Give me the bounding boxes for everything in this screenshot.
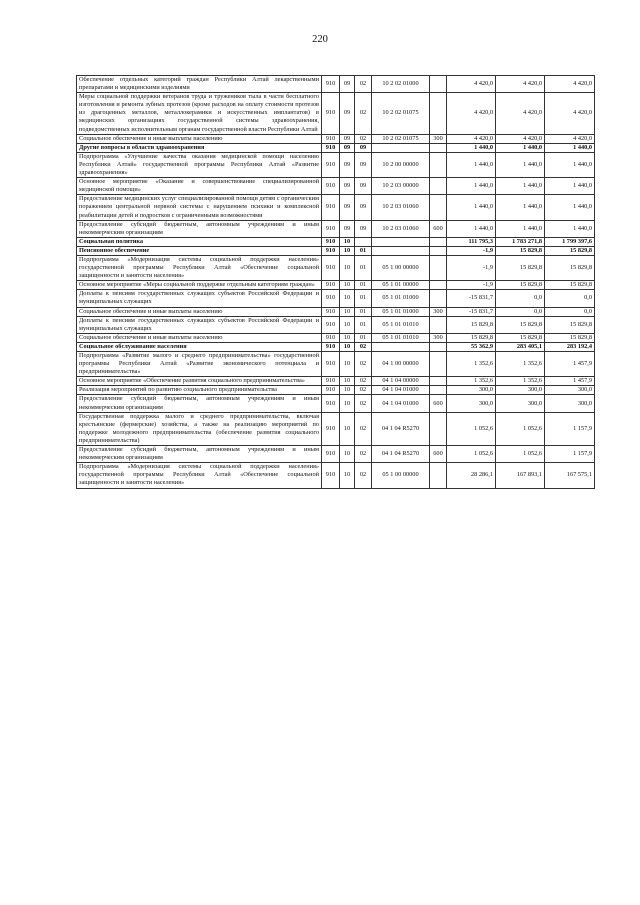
amount-year3-cell: 4 420,0 <box>545 93 595 134</box>
admin-code-cell: 910 <box>322 76 340 93</box>
target-article-cell: 05 1 00 00000 <box>372 463 430 488</box>
row-name-cell: Основное мероприятие «Обеспечение развития социального предпринимательства» <box>77 377 322 386</box>
amount-year1-cell: 1 440,0 <box>447 143 496 152</box>
section-code-cell: 10 <box>340 352 355 377</box>
expense-type-cell <box>430 255 447 280</box>
target-article-cell: 10 2 00 00000 <box>372 152 430 177</box>
expense-type-cell <box>430 352 447 377</box>
target-article-cell: 05 1 01 00000 <box>372 281 430 290</box>
target-article-cell <box>372 342 430 351</box>
row-name-cell: Основное мероприятие «Меры социальной поддержке отдельным категориям граждан» <box>77 281 322 290</box>
row-name-cell: Другие вопросы в области здравоохранения <box>77 143 322 152</box>
row-name-cell: Подпрограмма «Модернизация системы социальной поддержки населения» государственной программы Республики Алтай «Обеспечение социальной защищенности и занятости населения» <box>77 255 322 280</box>
amount-year2-cell: 4 420,0 <box>496 93 545 134</box>
section-code-cell: 10 <box>340 237 355 246</box>
subsection-code-cell: 02 <box>355 386 372 395</box>
expense-type-cell: 300 <box>430 307 447 316</box>
amount-year1-cell: 1 052,6 <box>447 446 496 463</box>
target-article-cell: 05 1 01 01010 <box>372 316 430 333</box>
admin-code-cell: 910 <box>322 93 340 134</box>
target-article-cell: 05 1 00 00000 <box>372 255 430 280</box>
table-row <box>77 386 595 395</box>
section-code-cell: 09 <box>340 220 355 237</box>
table-row <box>77 352 595 377</box>
expense-type-cell <box>430 316 447 333</box>
table-row <box>77 246 595 255</box>
expense-type-cell <box>430 76 447 93</box>
subsection-code-cell: 01 <box>355 333 372 342</box>
amount-year1-cell: 300,0 <box>447 395 496 412</box>
expense-type-cell <box>430 143 447 152</box>
expense-type-cell <box>430 178 447 195</box>
admin-code-cell: 910 <box>322 395 340 412</box>
expense-type-cell <box>430 237 447 246</box>
target-article-cell: 10 2 03 01060 <box>372 195 430 220</box>
expense-type-cell <box>430 290 447 307</box>
section-code-cell: 10 <box>340 412 355 445</box>
amount-year2-cell: 1 440,0 <box>496 178 545 195</box>
amount-year1-cell: 1 052,6 <box>447 412 496 445</box>
amount-year3-cell: 1 457,9 <box>545 352 595 377</box>
amount-year1-cell: 4 420,0 <box>447 93 496 134</box>
row-name-cell: Предоставление субсидий бюджетным, автономным учреждениям и иным некоммерческим организациям <box>77 395 322 412</box>
expense-type-cell <box>430 281 447 290</box>
row-name-cell: Обеспечение отдельных категорий граждан Республики Алтай лекарственными препаратами и медицинскими изделиями <box>77 76 322 93</box>
amount-year2-cell: 1 352,6 <box>496 352 545 377</box>
admin-code-cell: 910 <box>322 134 340 143</box>
amount-year2-cell: 300,0 <box>496 386 545 395</box>
table-row <box>77 377 595 386</box>
amount-year3-cell: 1 157,9 <box>545 412 595 445</box>
section-code-cell: 10 <box>340 342 355 351</box>
amount-year1-cell: -15 831,7 <box>447 307 496 316</box>
section-code-cell: 09 <box>340 93 355 134</box>
subsection-code-cell: 01 <box>355 316 372 333</box>
section-code-cell: 10 <box>340 386 355 395</box>
admin-code-cell: 910 <box>322 446 340 463</box>
row-name-cell: Предоставление субсидий бюджетным, автономным учреждениям и иным некоммерческим организациям <box>77 446 322 463</box>
table-row <box>77 412 595 445</box>
amount-year1-cell: 1 440,0 <box>447 195 496 220</box>
target-article-cell <box>372 143 430 152</box>
amount-year3-cell: 1 440,0 <box>545 152 595 177</box>
amount-year3-cell: 167 575,1 <box>545 463 595 488</box>
admin-code-cell: 910 <box>322 333 340 342</box>
amount-year3-cell: 300,0 <box>545 395 595 412</box>
table-row <box>77 333 595 342</box>
row-name-cell: Пенсионное обеспечение <box>77 246 322 255</box>
admin-code-cell: 910 <box>322 237 340 246</box>
row-name-cell: Социальное обеспечение и иные выплаты населению <box>77 134 322 143</box>
budget-table <box>76 75 595 489</box>
target-article-cell: 05 1 01 01010 <box>372 333 430 342</box>
amount-year1-cell: 300,0 <box>447 386 496 395</box>
target-article-cell: 04 1 04 R5270 <box>372 412 430 445</box>
row-name-cell: Основное мероприятие «Оказание и совершенствование специализированной медицинской помощи» <box>77 178 322 195</box>
target-article-cell: 04 1 04 00000 <box>372 377 430 386</box>
admin-code-cell: 910 <box>322 342 340 351</box>
subsection-code-cell: 09 <box>355 195 372 220</box>
admin-code-cell: 910 <box>322 281 340 290</box>
amount-year1-cell: 1 440,0 <box>447 152 496 177</box>
table-body <box>77 76 595 489</box>
expense-type-cell: 300 <box>430 134 447 143</box>
amount-year3-cell: 15 829,8 <box>545 246 595 255</box>
amount-year2-cell: 15 829,8 <box>496 246 545 255</box>
section-code-cell: 10 <box>340 463 355 488</box>
expense-type-cell <box>430 152 447 177</box>
row-name-cell: Подпрограмма «Развитие малого и среднего предпринимательства» государственной программы Республики Алтай «Развитие экономического потенциала и предпринимательства» <box>77 352 322 377</box>
amount-year1-cell: 28 286,1 <box>447 463 496 488</box>
table-row <box>77 134 595 143</box>
subsection-code-cell: 02 <box>355 134 372 143</box>
amount-year3-cell: 1 157,9 <box>545 446 595 463</box>
target-article-cell <box>372 237 430 246</box>
target-article-cell: 04 1 04 01000 <box>372 395 430 412</box>
target-article-cell: 04 1 04 R5270 <box>372 446 430 463</box>
subsection-code-cell: 01 <box>355 281 372 290</box>
amount-year1-cell: -1,9 <box>447 281 496 290</box>
admin-code-cell: 910 <box>322 307 340 316</box>
table-row <box>77 178 595 195</box>
amount-year3-cell: 0,0 <box>545 307 595 316</box>
amount-year3-cell: 0,0 <box>545 290 595 307</box>
table-row <box>77 152 595 177</box>
target-article-cell: 04 1 04 01000 <box>372 386 430 395</box>
row-name-cell: Меры социальной поддержки ветеранов труда и тружеников тыла в части бесплатного изготовления и ремонта зубных протезов (кроме расходов на оплату стоимости протезов из драгоценных металлов, металлокерамики и искусственных имплантатов) в медицинских организациях государственной системы здравоохранения, подведомственных исполнительным органам государственной власти Республики Алтай <box>77 93 322 134</box>
amount-year3-cell: 300,0 <box>545 386 595 395</box>
row-name-cell: Подпрограмма «Модернизация системы социальной поддержки населения» государственной программы Республики Алтай «Обеспечение социальной защищенности и занятости населения» <box>77 463 322 488</box>
table-row <box>77 463 595 488</box>
section-code-cell: 10 <box>340 307 355 316</box>
admin-code-cell: 910 <box>322 143 340 152</box>
subsection-code-cell: 02 <box>355 93 372 134</box>
expense-type-cell <box>430 412 447 445</box>
subsection-code-cell: 09 <box>355 178 372 195</box>
amount-year2-cell: 1 052,6 <box>496 446 545 463</box>
admin-code-cell: 910 <box>322 352 340 377</box>
table-row <box>77 76 595 93</box>
subsection-code-cell: 01 <box>355 255 372 280</box>
subsection-code-cell: 01 <box>355 246 372 255</box>
expense-type-cell <box>430 342 447 351</box>
section-code-cell: 10 <box>340 395 355 412</box>
target-article-cell: 05 1 01 01000 <box>372 307 430 316</box>
row-name-cell: Государственная поддержка малого и среднего предпринимательства, включая крестьянские (фермерские) хозяйства, а также на реализацию мероприятий по поддержке молодежного предпринимательства (обеспечение развития социального предпринимательства) <box>77 412 322 445</box>
expense-type-cell <box>430 463 447 488</box>
section-code-cell: 09 <box>340 134 355 143</box>
amount-year1-cell: 4 420,0 <box>447 76 496 93</box>
amount-year3-cell: 4 420,0 <box>545 134 595 143</box>
admin-code-cell: 910 <box>322 290 340 307</box>
amount-year3-cell: 15 829,8 <box>545 281 595 290</box>
row-name-cell: Предоставление субсидий бюджетным, автономным учреждениям и иным некоммерческим организациям <box>77 220 322 237</box>
target-article-cell: 10 2 03 00000 <box>372 178 430 195</box>
table-row <box>77 307 595 316</box>
table-row <box>77 143 595 152</box>
amount-year3-cell: 1 440,0 <box>545 195 595 220</box>
subsection-code-cell: 01 <box>355 290 372 307</box>
admin-code-cell: 910 <box>322 463 340 488</box>
section-code-cell: 09 <box>340 195 355 220</box>
amount-year2-cell: 1 352,6 <box>496 377 545 386</box>
amount-year1-cell: -1,9 <box>447 255 496 280</box>
row-name-cell: Доплаты к пенсиям государственных служащих субъектов Российской Федерации и муниципальных служащих <box>77 290 322 307</box>
amount-year2-cell: 167 893,1 <box>496 463 545 488</box>
expense-type-cell: 600 <box>430 220 447 237</box>
amount-year2-cell: 1 783 271,8 <box>496 237 545 246</box>
table-row <box>77 290 595 307</box>
subsection-code-cell: 09 <box>355 143 372 152</box>
amount-year2-cell: 15 829,8 <box>496 316 545 333</box>
target-article-cell <box>372 246 430 255</box>
table-row <box>77 237 595 246</box>
section-code-cell: 09 <box>340 152 355 177</box>
amount-year2-cell: 4 420,0 <box>496 134 545 143</box>
subsection-code-cell: 02 <box>355 352 372 377</box>
table-row <box>77 395 595 412</box>
admin-code-cell: 910 <box>322 412 340 445</box>
amount-year3-cell: 1 440,0 <box>545 178 595 195</box>
amount-year1-cell: 1 440,0 <box>447 178 496 195</box>
amount-year3-cell: 15 829,8 <box>545 316 595 333</box>
subsection-code-cell: 02 <box>355 463 372 488</box>
row-name-cell: Подпрограмма «Улучшение качества оказания медицинской помощи населению Республики Алтай» государственной программы Республики Алтай «Развитие здравоохранения» <box>77 152 322 177</box>
admin-code-cell: 910 <box>322 246 340 255</box>
amount-year2-cell: 0,0 <box>496 290 545 307</box>
amount-year2-cell: 15 829,8 <box>496 281 545 290</box>
target-article-cell: 05 1 01 01000 <box>372 290 430 307</box>
row-name-cell: Предоставление медицинских услуг специализированной помощи детям с органическим поражением центральной нервной системы с нарушением психики и комплексной реабилитации детей и подростков с ограниченными возможностями <box>77 195 322 220</box>
subsection-code-cell: 02 <box>355 342 372 351</box>
amount-year2-cell: 15 829,8 <box>496 255 545 280</box>
amount-year1-cell: 55 362,9 <box>447 342 496 351</box>
section-code-cell: 10 <box>340 290 355 307</box>
expense-type-cell: 300 <box>430 333 447 342</box>
amount-year3-cell: 283 192,4 <box>545 342 595 351</box>
row-name-cell: Доплаты к пенсиям государственных служащих субъектов Российской Федерации и муниципальных служащих <box>77 316 322 333</box>
section-code-cell: 09 <box>340 76 355 93</box>
row-name-cell: Социальное обслуживание населения <box>77 342 322 351</box>
amount-year2-cell: 1 440,0 <box>496 220 545 237</box>
section-code-cell: 09 <box>340 143 355 152</box>
amount-year2-cell: 283 405,1 <box>496 342 545 351</box>
amount-year2-cell: 4 420,0 <box>496 76 545 93</box>
admin-code-cell: 910 <box>322 255 340 280</box>
section-code-cell: 10 <box>340 377 355 386</box>
expense-type-cell: 600 <box>430 446 447 463</box>
expense-type-cell <box>430 377 447 386</box>
amount-year3-cell: 1 457,9 <box>545 377 595 386</box>
admin-code-cell: 910 <box>322 178 340 195</box>
table-row <box>77 255 595 280</box>
section-code-cell: 09 <box>340 178 355 195</box>
amount-year1-cell: 4 420,0 <box>447 134 496 143</box>
row-name-cell: Реализация мероприятий по развитию социального предпринимательства <box>77 386 322 395</box>
subsection-code-cell: 01 <box>355 307 372 316</box>
table-row <box>77 446 595 463</box>
admin-code-cell: 910 <box>322 377 340 386</box>
amount-year3-cell: 15 829,8 <box>545 333 595 342</box>
target-article-cell: 10 2 02 01000 <box>372 76 430 93</box>
expense-type-cell <box>430 246 447 255</box>
table-row <box>77 220 595 237</box>
amount-year1-cell: -15 831,7 <box>447 290 496 307</box>
admin-code-cell: 910 <box>322 195 340 220</box>
section-code-cell: 10 <box>340 446 355 463</box>
amount-year2-cell: 1 440,0 <box>496 195 545 220</box>
table-row <box>77 93 595 134</box>
subsection-code-cell: 02 <box>355 446 372 463</box>
expense-type-cell <box>430 93 447 134</box>
subsection-code-cell: 02 <box>355 412 372 445</box>
section-code-cell: 10 <box>340 333 355 342</box>
table-row <box>77 195 595 220</box>
admin-code-cell: 910 <box>322 386 340 395</box>
amount-year1-cell: 1 352,6 <box>447 377 496 386</box>
section-code-cell: 10 <box>340 255 355 280</box>
amount-year1-cell: -1,9 <box>447 246 496 255</box>
amount-year3-cell: 4 420,0 <box>545 76 595 93</box>
row-name-cell: Социальное обеспечение и иные выплаты населению <box>77 307 322 316</box>
subsection-code-cell: 02 <box>355 395 372 412</box>
subsection-code-cell: 09 <box>355 152 372 177</box>
subsection-code-cell <box>355 237 372 246</box>
section-code-cell: 10 <box>340 246 355 255</box>
section-code-cell: 10 <box>340 281 355 290</box>
target-article-cell: 04 1 00 00000 <box>372 352 430 377</box>
subsection-code-cell: 02 <box>355 76 372 93</box>
amount-year3-cell: 1 440,0 <box>545 220 595 237</box>
amount-year2-cell: 1 440,0 <box>496 152 545 177</box>
page-number: 220 <box>312 34 328 45</box>
row-name-cell: Социальное обеспечение и иные выплаты населению <box>77 333 322 342</box>
amount-year1-cell: 1 440,0 <box>447 220 496 237</box>
amount-year3-cell: 1 799 397,6 <box>545 237 595 246</box>
subsection-code-cell: 09 <box>355 220 372 237</box>
row-name-cell: Социальная политика <box>77 237 322 246</box>
expense-type-cell <box>430 195 447 220</box>
target-article-cell: 10 2 03 01060 <box>372 220 430 237</box>
target-article-cell: 10 2 02 01075 <box>372 93 430 134</box>
amount-year2-cell: 0,0 <box>496 307 545 316</box>
expense-type-cell: 600 <box>430 395 447 412</box>
admin-code-cell: 910 <box>322 152 340 177</box>
amount-year1-cell: 15 829,8 <box>447 333 496 342</box>
target-article-cell: 10 2 02 01075 <box>372 134 430 143</box>
amount-year3-cell: 1 440,0 <box>545 143 595 152</box>
amount-year2-cell: 300,0 <box>496 395 545 412</box>
amount-year2-cell: 15 829,8 <box>496 333 545 342</box>
table-row <box>77 316 595 333</box>
amount-year1-cell: 1 352,6 <box>447 352 496 377</box>
amount-year2-cell: 1 052,6 <box>496 412 545 445</box>
expense-type-cell <box>430 386 447 395</box>
amount-year1-cell: 15 829,8 <box>447 316 496 333</box>
amount-year1-cell: 111 795,3 <box>447 237 496 246</box>
admin-code-cell: 910 <box>322 220 340 237</box>
admin-code-cell: 910 <box>322 316 340 333</box>
section-code-cell: 10 <box>340 316 355 333</box>
table-row <box>77 281 595 290</box>
table-row <box>77 342 595 351</box>
subsection-code-cell: 02 <box>355 377 372 386</box>
amount-year3-cell: 15 829,8 <box>545 255 595 280</box>
amount-year2-cell: 1 440,0 <box>496 143 545 152</box>
